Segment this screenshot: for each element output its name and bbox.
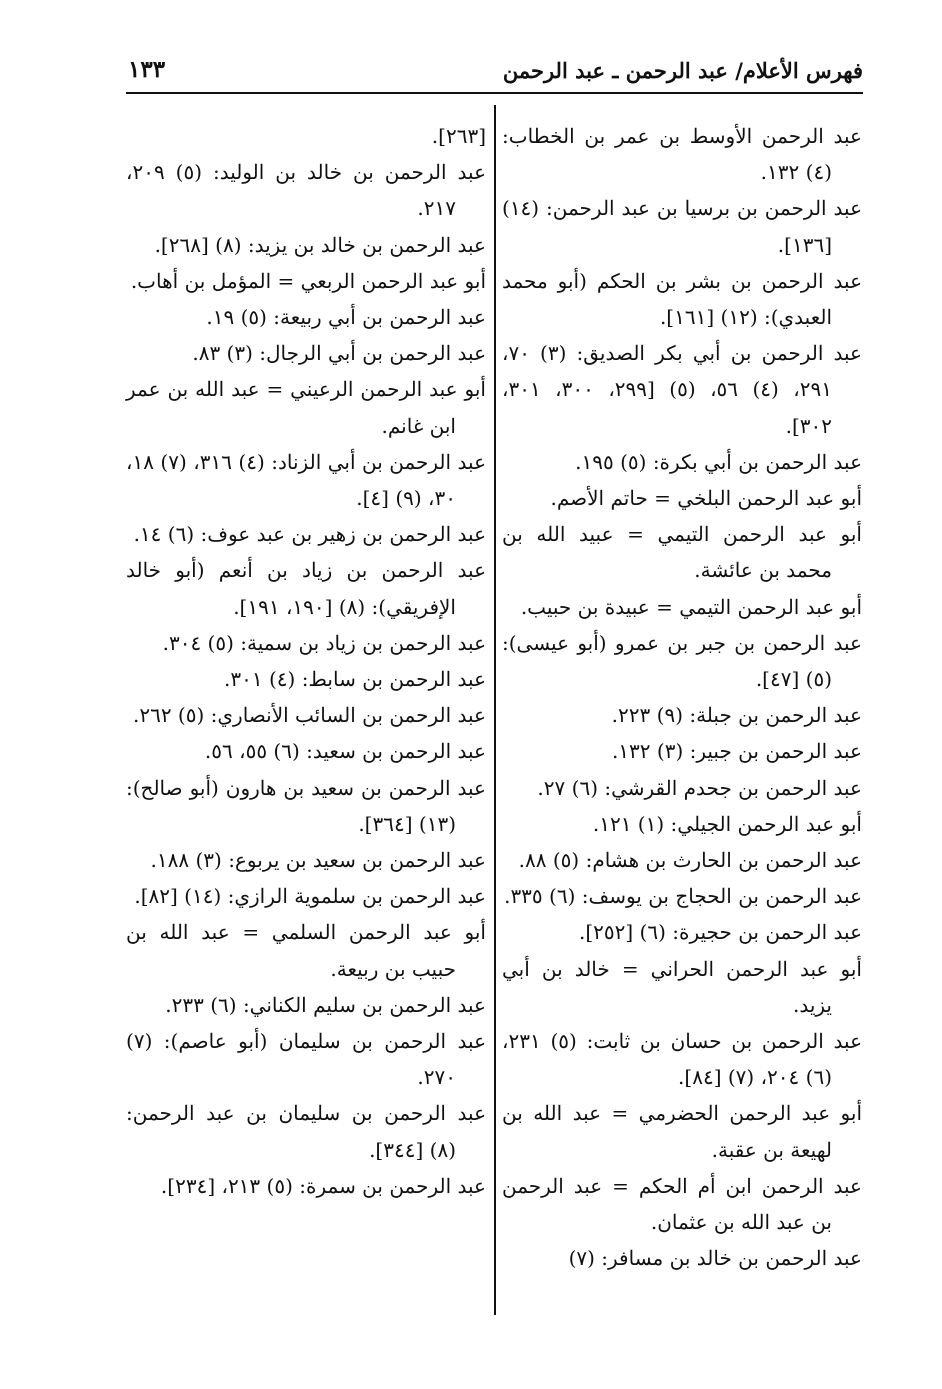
index-entry: عبد الرحمن بن سابط: (٤) ٣٠١. xyxy=(224,667,486,692)
index-entry: عبد الرحمن بن أبي الرجال: (٣) ٨٣. xyxy=(192,341,486,366)
index-entry: عبد الرحمن بن سليم الكناني: (٦) ٢٣٣. xyxy=(165,992,486,1017)
index-entry: عبد الرحمن بن خالد بن مسافر: (٧) xyxy=(568,1246,862,1271)
index-entry: أبو عبد الرحمن السلمي = عبد الله بن حبيب بن ربيعة. xyxy=(126,920,486,981)
index-entry: عبد الرحمن الأوسط بن عمر بن الخطاب: (٤) ١٣٢. xyxy=(502,124,862,185)
index-entry: عبد الرحمن بن سمرة: (٥) ٢١٣، [٢٣٤]. xyxy=(160,1173,486,1198)
index-entry: عبد الرحمن بن زياد بن أنعم (أبو خالد الإفريقي): (٨) [١٩٠، ١٩١]. xyxy=(126,558,486,619)
index-entry: عبد الرحمن بن خالد بن الوليد: (٥) ٢٠٩، ٢١٧. xyxy=(126,160,486,221)
index-entry: عبد الرحمن بن بشر بن الحكم (أبو محمد العبدي): (١٢) [١٦١]. xyxy=(502,268,862,330)
index-entry: عبد الرحمن بن جبلة: (٩) ٢٢٣. xyxy=(611,703,862,728)
index-entry: أبو عبد الرحمن البلخي = حاتم الأصم. xyxy=(550,486,862,511)
index-entry: عبد الرحمن بن زهير بن عبد عوف: (٦) ١٤. xyxy=(133,522,486,547)
index-entry: أبو عبد الرحمن الحضرمي = عبد الله بن لهيعة بن عقبة. xyxy=(502,1101,862,1162)
index-entry: عبد الرحمن بن سليمان بن عبد الرحمن: (٨) [٣٤٤]. xyxy=(126,1101,486,1162)
index-entry: عبد الرحمن بن زياد بن سمية: (٥) ٣٠٤. xyxy=(162,630,486,655)
index-entry: عبد الرحمن بن الحارث بن هشام: (٥) ٨٨. xyxy=(518,848,862,873)
index-entry: أبو عبد الرحمن الجيلي: (١) ١٢١. xyxy=(592,811,862,836)
page-number: ١٣٣ xyxy=(128,56,166,83)
index-entry: أبو عبد الرحمن الحراني = خالد بن أبي يزيد. xyxy=(502,956,862,1017)
running-title: فهرس الأعلام/ عبد الرحمن ـ عبد الرحمن xyxy=(502,58,863,83)
index-entry: أبو عبد الرحمن الرعيني = عبد الله بن عمر ابن غانم. xyxy=(126,377,486,438)
index-entry: عبد الرحمن بن سعيد بن هارون (أبو صالح): (١٣) [٣٦٤]. xyxy=(126,775,486,836)
index-entry: عبد الرحمن بن حسان بن ثابت: (٥) ٢٣١، (٦) ٢٠٤، (٧) [٨٤]. xyxy=(502,1029,862,1090)
index-entry: عبد الرحمن بن برسيا بن عبد الرحمن: (١٤) [١٣٦]. xyxy=(502,196,862,257)
index-entry: عبد الرحمن بن أبي الزناد: (٤) ٣١٦، (٧) ١٨، ٣٠، (٩) [٤]. xyxy=(126,449,486,511)
index-entry: عبد الرحمن بن جبير: (٣) ١٣٢. xyxy=(611,739,862,764)
index-entry: عبد الرحمن بن أبي بكر الصديق: (٣) ٧٠، ٢٩١، (٤) ٥٦، (٥) [٢٩٩، ٣٠٠، ٣٠١، ٣٠٢]. xyxy=(502,341,862,438)
index-entry: عبد الرحمن بن أبي ربيعة: (٥) ١٩. xyxy=(206,305,486,330)
index-entry: عبد الرحمن بن حجيرة: (٦) [٢٥٢]. xyxy=(578,920,862,945)
index-entry: عبد الرحمن ابن أم الحكم = عبد الرحمن بن عبد الله بن عثمان. xyxy=(502,1173,862,1235)
index-entry: عبد الرحمن بن سعيد بن يربوع: (٣) ١٨٨. xyxy=(150,848,486,873)
left-column xyxy=(126,118,486,1204)
index-entry: [٢٦٣]. xyxy=(431,124,486,148)
index-entry: عبد الرحمن بن الحجاج بن يوسف: (٦) ٣٣٥. xyxy=(504,884,862,909)
index-entry: عبد الرحمن بن سليمان (أبو عاصم): (٧) ٢٧٠. xyxy=(126,1029,486,1090)
page-header xyxy=(126,52,863,94)
index-entry: عبد الرحمن بن جحدم القرشي: (٦) ٢٧. xyxy=(537,775,862,800)
index-entry: عبد الرحمن بن سعيد: (٦) ٥٥، ٥٦. xyxy=(204,739,486,764)
index-entry: عبد الرحمن بن جبر بن عمرو (أبو عيسى): (٥) [٤٧]. xyxy=(502,630,862,692)
index-entry: عبد الرحمن بن سلموية الرازي: (١٤) [٨٢]. xyxy=(134,884,486,909)
index-entry: أبو عبد الرحمن التيمي = عبيدة بن حبيب. xyxy=(520,594,862,619)
index-entry: أبو عبد الرحمن الربعي = المؤمل بن أهاب. xyxy=(130,268,486,293)
index-entry: عبد الرحمن بن أبي بكرة: (٥) ١٩٥. xyxy=(575,449,862,474)
column-divider xyxy=(494,105,496,1315)
index-entry: أبو عبد الرحمن التيمي = عبيد الله بن محمد بن عائشة. xyxy=(502,522,862,583)
right-column xyxy=(502,118,862,1277)
index-entry: عبد الرحمن بن خالد بن يزيد: (٨) [٢٦٨]. xyxy=(154,232,486,257)
index-entry: عبد الرحمن بن السائب الأنصاري: (٥) ٢٦٢. xyxy=(132,703,486,728)
